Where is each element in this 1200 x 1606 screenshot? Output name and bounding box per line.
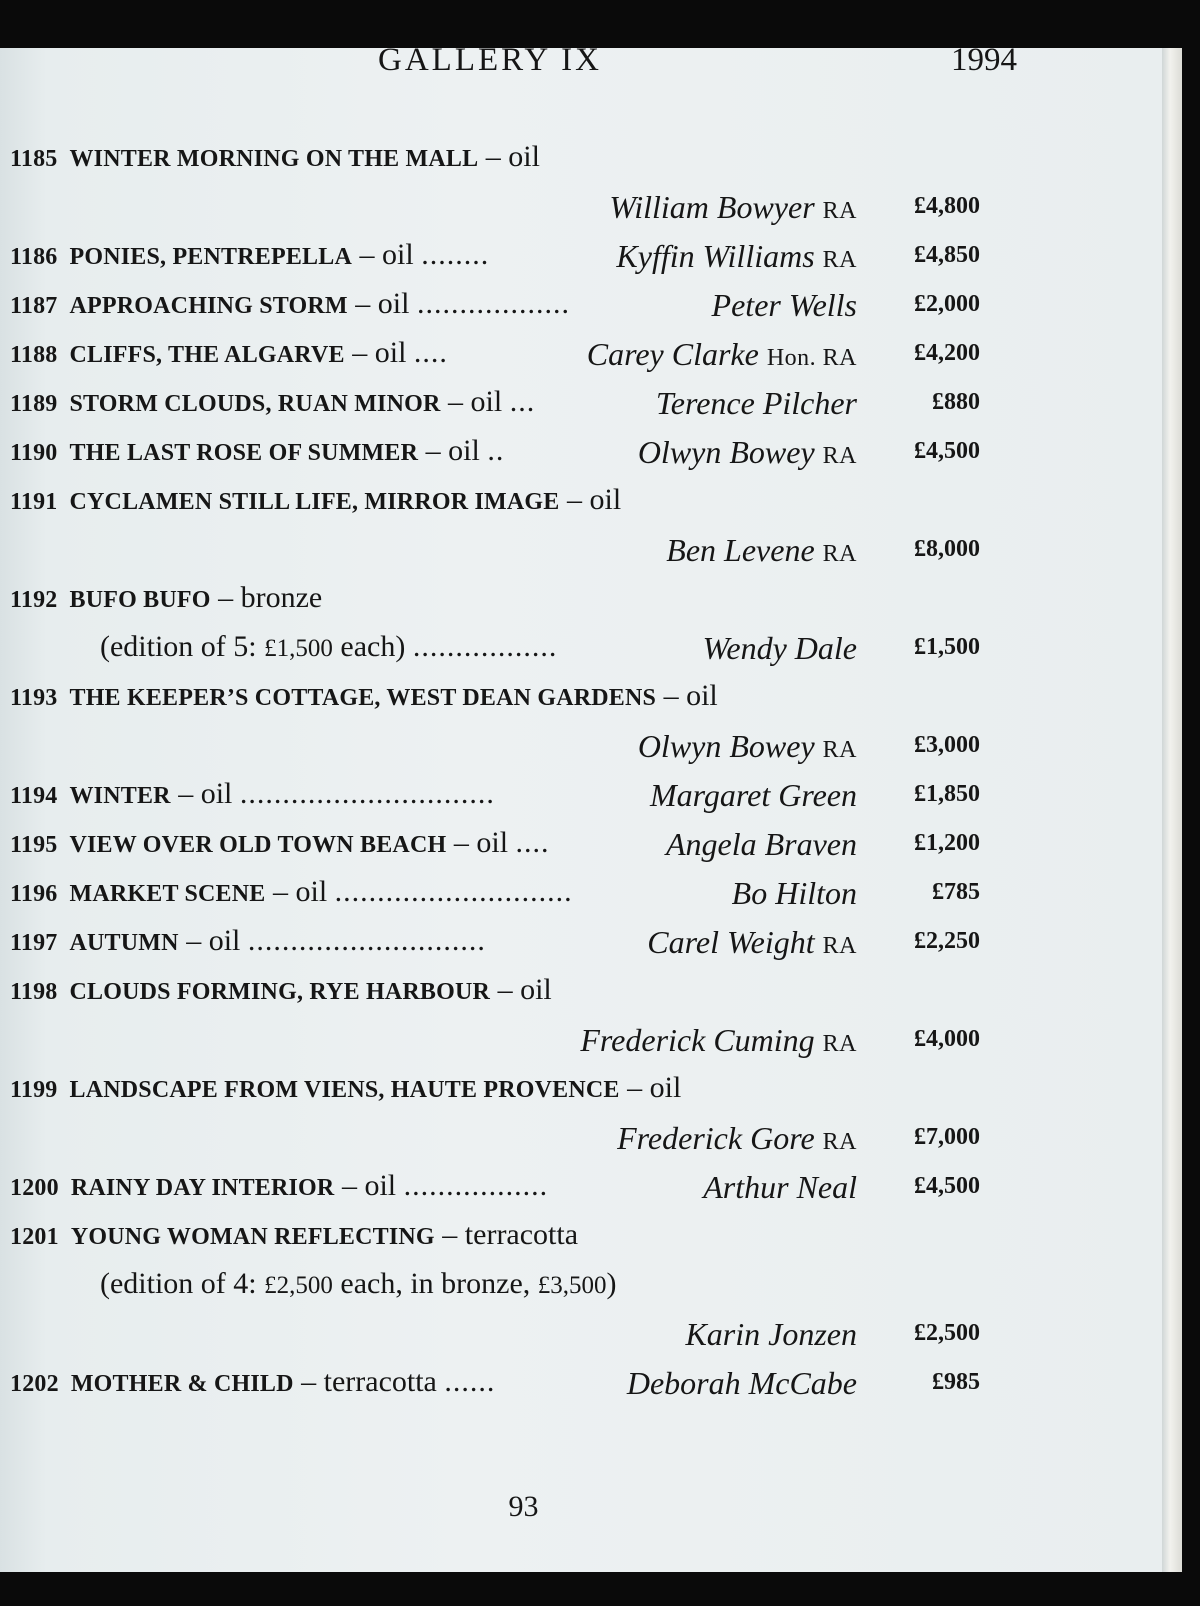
entry-number: 1200: [10, 1175, 59, 1201]
artwork-medium: – oil: [485, 140, 540, 173]
leader-dots: ............................: [247, 924, 486, 957]
artwork-price: £4,200: [914, 340, 980, 366]
catalogue-line: [0, 132, 1162, 181]
entry-number: 1199: [10, 1077, 58, 1103]
artwork-price: £1,200: [914, 830, 980, 856]
catalogue-line: [0, 769, 1162, 818]
artist-name: Carey Clarke: [586, 336, 759, 372]
artist-credit: [580, 1022, 857, 1059]
catalogue-line: [0, 671, 1162, 720]
artwork-medium: – oil: [178, 777, 233, 810]
entry-text: [10, 581, 322, 615]
entry-number: 1189: [10, 391, 58, 417]
entry-number: 1192: [10, 587, 58, 613]
entry-number: 1196: [10, 881, 58, 907]
artwork-price: £2,000: [914, 291, 980, 317]
entry-text: [10, 973, 552, 1007]
artist-name: Terence Pilcher: [655, 385, 857, 421]
artwork-medium: – oil: [341, 1169, 397, 1202]
artwork-price: £4,800: [914, 193, 980, 219]
entry-text: [10, 238, 489, 272]
entry-number: 1186: [10, 244, 58, 270]
catalogue-line: [0, 965, 1162, 1014]
leader-dots: ..: [487, 434, 505, 467]
catalogue-line: [0, 1014, 1162, 1063]
catalogue-line: [0, 230, 1162, 279]
artist-credit: [638, 728, 857, 765]
entry-number: 1195: [10, 832, 58, 858]
catalogue-line: [0, 1210, 1162, 1259]
entry-text: [100, 630, 557, 664]
catalogue-line: [0, 720, 1162, 769]
catalogue-entries: [0, 132, 1162, 1406]
leader-dots: ...: [509, 385, 536, 418]
artist-name: Angela Braven: [665, 826, 857, 862]
artwork-title: THE LAST ROSE OF SUMMER: [69, 440, 419, 466]
artist-honour: RA: [822, 1129, 857, 1155]
page-edge: [1162, 48, 1182, 1572]
artwork-price: £785: [932, 879, 980, 905]
catalogue-line: [0, 1259, 1162, 1308]
leader-dots: ........: [421, 238, 490, 271]
catalogue-line: [0, 1112, 1162, 1161]
catalogue-line: [0, 573, 1162, 622]
gallery-title: GALLERY IX: [378, 42, 603, 78]
entry-number: 1197: [10, 930, 58, 956]
edition-note: ): [606, 1267, 617, 1300]
artist-credit: [587, 336, 857, 373]
leader-dots: ......: [444, 1365, 496, 1398]
catalogue-line: [0, 377, 1162, 426]
artwork-title: YOUNG WOMAN REFLECTING: [70, 1224, 435, 1250]
artist-honour: RA: [822, 198, 857, 224]
artwork-medium: – bronze: [218, 581, 323, 614]
catalogue-line: [0, 1308, 1162, 1357]
artwork-medium: – oil: [355, 287, 410, 320]
entry-text: [10, 826, 550, 860]
artwork-medium: – oil: [453, 826, 509, 859]
leader-dots: ..............................: [239, 777, 495, 810]
entry-text: [10, 679, 718, 713]
leader-dots: .................: [403, 1169, 549, 1202]
artist-honour: RA: [822, 737, 857, 763]
entry-text: [10, 287, 570, 321]
artwork-title: MOTHER & CHILD: [70, 1371, 294, 1397]
entry-number: 1191: [10, 489, 58, 515]
artist-name: Carel Weight: [647, 924, 815, 960]
artwork-title: APPROACHING STORM: [69, 293, 348, 319]
artwork-medium: – oil: [448, 385, 503, 418]
artist-credit: [647, 924, 857, 961]
artwork-medium: – oil: [663, 679, 718, 712]
artwork-price: £4,500: [914, 1173, 980, 1199]
catalogue-line: [0, 475, 1162, 524]
artwork-title: VIEW OVER OLD TOWN BEACH: [69, 832, 447, 858]
edition-note: each): [332, 630, 406, 663]
artwork-price: £3,000: [914, 732, 980, 758]
artwork-price: £7,000: [914, 1124, 980, 1150]
artwork-title: STORM CLOUDS, RUAN MINOR: [69, 391, 441, 417]
entry-text: [10, 1218, 578, 1252]
artist-name: Deborah McCabe: [626, 1365, 857, 1401]
artwork-title: WINTER: [69, 783, 171, 809]
artwork-title: CLIFFS, THE ALGARVE: [69, 342, 345, 368]
entry-text: [10, 1071, 681, 1105]
edition-note: (edition of 4:: [100, 1267, 265, 1300]
artist-name: Ben Levene: [666, 532, 815, 568]
artist-credit: [685, 1316, 857, 1353]
artwork-price: £4,500: [914, 438, 980, 464]
entry-text: [10, 434, 504, 468]
entry-text: [10, 140, 540, 174]
catalogue-line: [0, 867, 1162, 916]
artist-name: Olwyn Bowey: [637, 434, 815, 470]
catalogue-line: [0, 1357, 1162, 1406]
artwork-price: £985: [932, 1369, 980, 1395]
artist-name: Arthur Neal: [703, 1169, 857, 1205]
artist-honour: RA: [822, 247, 857, 273]
artist-credit: [703, 630, 857, 667]
artist-credit: [609, 189, 857, 226]
artwork-medium: – oil: [497, 973, 552, 1006]
artist-name: Kyffin Williams: [616, 238, 815, 274]
entry-text: [10, 1169, 548, 1203]
artist-honour: RA: [822, 443, 857, 469]
artwork-medium: – oil: [425, 434, 480, 467]
artwork-medium: – oil: [359, 238, 414, 271]
artwork-price: £8,000: [914, 536, 980, 562]
entry-number: 1187: [10, 293, 58, 319]
artwork-medium: – oil: [352, 336, 407, 369]
entry-number: 1194: [10, 783, 58, 809]
entry-text: [10, 336, 448, 370]
artist-name: Frederick Cuming: [580, 1022, 815, 1058]
artist-credit: [732, 875, 857, 912]
catalogue-line: [0, 181, 1162, 230]
artwork-price: £2,250: [914, 928, 980, 954]
artist-name: Bo Hilton: [731, 875, 857, 911]
artwork-medium: – oil: [627, 1071, 682, 1104]
leader-dots: ....: [515, 826, 550, 859]
artist-honour: RA: [822, 541, 857, 567]
artwork-medium: – terracotta: [442, 1218, 579, 1251]
page-header: [0, 42, 1162, 102]
entry-number: 1188: [10, 342, 58, 368]
edition-note: (edition of 5:: [100, 630, 265, 663]
artwork-medium: – oil: [566, 483, 622, 516]
catalogue-line: [0, 1161, 1162, 1210]
artist-credit: [666, 826, 857, 863]
leader-dots: ............................: [334, 875, 573, 908]
edition-price: £2,500: [264, 1272, 333, 1299]
artist-credit: [712, 287, 857, 324]
artwork-title: AUTUMN: [69, 930, 179, 956]
entry-text: [10, 1365, 495, 1399]
leader-dots: ..................: [416, 287, 570, 320]
artist-credit: [650, 777, 857, 814]
artist-credit: [616, 238, 857, 275]
artist-honour: RA: [822, 933, 857, 959]
artist-credit: [666, 532, 857, 569]
artwork-title: THE KEEPER’S COTTAGE, WEST DEAN GARDENS: [69, 685, 657, 711]
artwork-title: RAINY DAY INTERIOR: [70, 1175, 335, 1201]
entry-text: [10, 777, 495, 811]
catalogue-line: [0, 818, 1162, 867]
artist-name: Peter Wells: [711, 287, 857, 323]
artist-name: Karin Jonzen: [685, 1316, 857, 1352]
artwork-title: PONIES, PENTREPELLA: [69, 244, 353, 270]
entry-number: 1190: [10, 440, 58, 466]
entry-number: 1185: [10, 146, 58, 172]
catalogue-year: 1994: [951, 42, 1017, 78]
edition-note: each, in bronze,: [332, 1267, 538, 1300]
artwork-medium: – oil: [186, 924, 241, 957]
entry-text: [10, 483, 621, 517]
catalogue-line: [0, 1063, 1162, 1112]
artist-credit: [617, 1120, 857, 1157]
page-number: 93: [508, 1490, 539, 1523]
artwork-price: £1,850: [914, 781, 980, 807]
artwork-title: WINTER MORNING ON THE MALL: [69, 146, 479, 172]
artist-name: Olwyn Bowey: [637, 728, 815, 764]
artwork-price: £1,500: [914, 634, 980, 660]
entry-text: [100, 1267, 617, 1301]
catalogue-line: [0, 279, 1162, 328]
entry-number: 1201: [10, 1224, 59, 1250]
artist-name: William Bowyer: [609, 189, 815, 225]
artwork-medium: – terracotta: [301, 1365, 437, 1398]
artwork-title: CLOUDS FORMING, RYE HARBOUR: [69, 979, 491, 1005]
edition-price: £3,500: [537, 1272, 607, 1299]
artwork-title: BUFO BUFO: [69, 587, 211, 613]
artist-credit: [627, 1365, 857, 1402]
entry-text: [10, 385, 535, 419]
artist-name: Margaret Green: [649, 777, 857, 813]
catalogue-line: [0, 916, 1162, 965]
edition-price: £1,500: [264, 635, 333, 662]
entry-number: 1198: [10, 979, 58, 1005]
entry-number: 1193: [10, 685, 58, 711]
artist-name: Wendy Dale: [702, 630, 857, 666]
artwork-title: CYCLAMEN STILL LIFE, MIRROR IMAGE: [69, 489, 560, 515]
artist-credit: [656, 385, 857, 422]
artist-credit: [703, 1169, 857, 1206]
artwork-title: LANDSCAPE FROM VIENS, HAUTE PROVENCE: [69, 1077, 620, 1103]
leader-dots: .................: [412, 630, 558, 663]
catalogue-line: [0, 426, 1162, 475]
entry-number: 1202: [10, 1371, 59, 1397]
artwork-price: £2,500: [914, 1320, 980, 1346]
artwork-price: £880: [932, 389, 980, 415]
entry-text: [10, 875, 573, 909]
leader-dots: ....: [413, 336, 448, 369]
entry-text: [10, 924, 486, 958]
artist-credit: [638, 434, 857, 471]
artist-honour: Hon. RA: [766, 345, 857, 371]
catalogue-line: [0, 328, 1162, 377]
catalogue-line: [0, 524, 1162, 573]
artwork-price: £4,000: [914, 1026, 980, 1052]
artist-name: Frederick Gore: [617, 1120, 815, 1156]
artwork-title: MARKET SCENE: [69, 881, 266, 907]
artwork-price: £4,850: [914, 242, 980, 268]
artwork-medium: – oil: [272, 875, 328, 908]
artist-honour: RA: [822, 1031, 857, 1057]
catalogue-line: [0, 622, 1162, 671]
